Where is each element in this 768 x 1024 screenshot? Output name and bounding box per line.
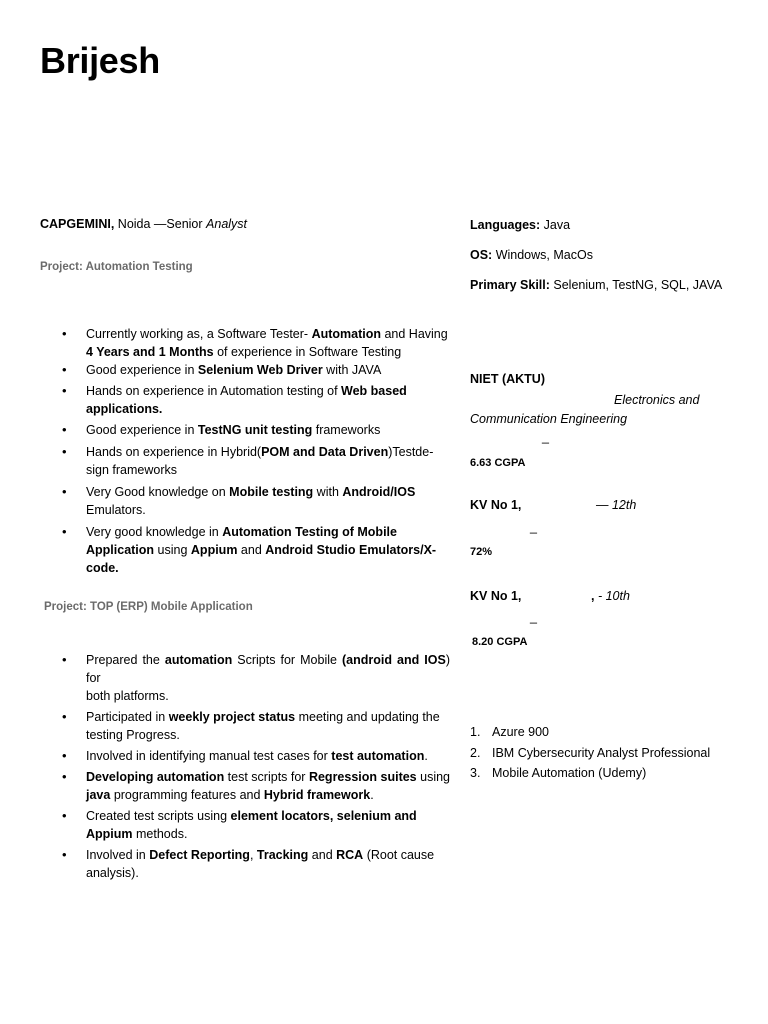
bullet-text: . bbox=[370, 788, 374, 802]
degree-line-2 bbox=[470, 410, 627, 428]
bullet-item bbox=[40, 361, 460, 379]
bullet-emphasis: test automation bbox=[331, 749, 425, 763]
bullet-line-1 bbox=[86, 421, 460, 439]
bullet-line-2 bbox=[86, 400, 460, 418]
bullet-emphasis: Android/IOS bbox=[342, 485, 416, 499]
bullet-emphasis: Automation Testing of Mobile bbox=[222, 525, 397, 539]
bullet-text: . bbox=[424, 749, 428, 763]
bullet-line-1 bbox=[86, 325, 460, 343]
bullet-text: analysis). bbox=[86, 866, 139, 880]
bullet-emphasis: applications. bbox=[86, 402, 163, 416]
bullet-emphasis: automation bbox=[164, 653, 233, 667]
bullet-text: and Having bbox=[381, 327, 448, 341]
bullet-text: Scripts for Mobile bbox=[232, 653, 342, 667]
school-12-name bbox=[470, 496, 521, 514]
school-10-grade-sep: , bbox=[591, 589, 595, 603]
bullet-text: Currently working as, a Software Tester- bbox=[86, 327, 312, 341]
bullet-text: of experience in Software Testing bbox=[213, 345, 402, 359]
college-name bbox=[470, 370, 545, 388]
bullet-line-1 bbox=[86, 361, 460, 379]
bullet-emphasis: Application bbox=[86, 543, 155, 557]
bullet-line-1 bbox=[86, 443, 460, 461]
certification-label: IBM Cybersecurity Analyst Professional bbox=[492, 745, 711, 760]
bullet-emphasis: POM and Data Driven bbox=[261, 445, 389, 459]
primary-skill-value: Selenium, TestNG, SQL, JAVA bbox=[549, 278, 723, 292]
bullet-text: Hands on experience in Hybrid( bbox=[86, 445, 262, 459]
bullet-line-1 bbox=[86, 768, 450, 786]
bullet-emphasis: Developing automation bbox=[86, 770, 225, 784]
bullet-item bbox=[40, 443, 460, 479]
job-title: Analyst bbox=[206, 217, 248, 231]
bullet-emphasis: Android Studio Emulators/X- bbox=[265, 543, 437, 557]
languages-value: Java bbox=[540, 218, 571, 232]
project2-bullet-list bbox=[40, 651, 450, 882]
bullet-text: meeting and updating the bbox=[295, 710, 440, 724]
bullet-line-1 bbox=[86, 523, 460, 541]
bullet-emphasis: weekly project status bbox=[168, 710, 296, 724]
bullet-line-1 bbox=[86, 382, 460, 400]
degree-line-2-text: Communication Engineering bbox=[470, 412, 628, 426]
bullet-emphasis: code. bbox=[86, 561, 119, 575]
certification-item bbox=[470, 722, 740, 743]
bullet-item bbox=[40, 421, 460, 439]
bullet-item bbox=[40, 747, 450, 765]
bullet-emphasis: Selenium Web Driver bbox=[197, 363, 323, 377]
certification-item bbox=[470, 743, 740, 764]
bullet-emphasis: 4 Years and 1 Months bbox=[86, 345, 214, 359]
certification-number: 3. bbox=[470, 766, 481, 780]
school-12-grade-text: — 12th bbox=[596, 498, 637, 512]
project2-heading: Project: TOP (ERP) Mobile Application bbox=[44, 601, 253, 613]
school-12-score: 72% bbox=[470, 546, 493, 558]
bullet-text: Involved in bbox=[86, 848, 150, 862]
bullet-item bbox=[40, 708, 450, 744]
bullet-text: both platforms. bbox=[86, 689, 169, 703]
bullet-emphasis: Automation bbox=[311, 327, 381, 341]
bullet-emphasis: java bbox=[86, 788, 111, 802]
school-10-name bbox=[470, 587, 521, 605]
os-value: Windows, MacOs bbox=[492, 248, 593, 262]
languages-label: Languages: bbox=[470, 218, 541, 232]
certification-number: 2. bbox=[470, 745, 481, 760]
school-10-grade bbox=[591, 587, 630, 605]
bullet-line-1 bbox=[86, 846, 450, 864]
bullet-text: Good experience in bbox=[86, 363, 198, 377]
bullet-emphasis: element locators, selenium and bbox=[230, 809, 417, 823]
degree-line-1-text: Electronics and bbox=[614, 393, 700, 407]
bullet-emphasis: Web based bbox=[341, 384, 407, 398]
skills-primary bbox=[470, 276, 722, 294]
bullet-text: frameworks bbox=[312, 423, 381, 437]
bullet-line-2 bbox=[86, 864, 450, 882]
os-label: OS: bbox=[470, 248, 493, 262]
bullet-text: and bbox=[308, 848, 337, 862]
bullet-line-1 bbox=[86, 708, 450, 726]
bullet-text: Involved in identifying manual test cases for bbox=[86, 749, 332, 763]
bullet-emphasis: Hybrid framework bbox=[263, 788, 371, 802]
bullet-line-2 bbox=[86, 687, 450, 705]
bullet-line-2 bbox=[86, 343, 460, 361]
bullet-text: (Root cause bbox=[363, 848, 435, 862]
bullet-emphasis: Tracking bbox=[256, 848, 309, 862]
certification-number: 1. bbox=[470, 725, 481, 739]
college-cgpa: 6.63 CGPA bbox=[470, 457, 526, 469]
bullet-emphasis: RCA bbox=[336, 848, 364, 862]
bullet-text: )Testde- bbox=[388, 445, 434, 459]
bullet-line-2 bbox=[86, 501, 460, 519]
bullet-text: sign frameworks bbox=[86, 463, 177, 477]
bullet-emphasis: Appium bbox=[86, 827, 133, 841]
bullet-emphasis: (android and IOS bbox=[342, 653, 446, 667]
candidate-name: Brijesh bbox=[40, 40, 160, 81]
bullet-line-1 bbox=[86, 483, 460, 501]
bullet-item bbox=[40, 325, 460, 361]
company-name: CAPGEMINI, bbox=[40, 217, 115, 231]
education-dash-2: _ bbox=[530, 520, 537, 534]
college-name-text: NIET (AKTU) bbox=[470, 372, 545, 386]
school-10-cgpa: 8.20 CGPA bbox=[472, 636, 528, 648]
bullet-text: using bbox=[154, 543, 191, 557]
bullet-line-2 bbox=[86, 825, 450, 843]
certification-label: Azure 900 bbox=[492, 725, 549, 739]
primary-skill-label: Primary Skill: bbox=[470, 278, 550, 292]
bullet-text: testing Progress. bbox=[86, 728, 180, 742]
bullet-text: Good experience in bbox=[86, 423, 198, 437]
job-location: Noida —Senior bbox=[114, 217, 207, 231]
bullet-item bbox=[40, 382, 460, 418]
skills-languages bbox=[470, 216, 570, 234]
bullet-emphasis: Defect Reporting bbox=[149, 848, 250, 862]
bullet-line-1 bbox=[86, 807, 450, 825]
project1-heading: Project: Automation Testing bbox=[40, 261, 193, 273]
education-dash-3: _ bbox=[530, 610, 537, 624]
bullet-text: Participated in bbox=[86, 710, 169, 724]
bullet-item bbox=[40, 768, 450, 804]
bullet-text: , bbox=[249, 848, 257, 862]
bullet-text: test scripts for bbox=[224, 770, 309, 784]
certification-list bbox=[470, 722, 740, 784]
bullet-emphasis: Appium bbox=[190, 543, 238, 557]
job-header bbox=[40, 215, 247, 233]
bullet-text: Very good knowledge in bbox=[86, 525, 223, 539]
bullet-text: Hands on experience in Automation testing of bbox=[86, 384, 342, 398]
bullet-line-2 bbox=[86, 541, 460, 559]
school-12-name-text: KV No 1, bbox=[470, 498, 522, 512]
bullet-item bbox=[40, 523, 460, 577]
bullet-line-2 bbox=[86, 726, 450, 744]
bullet-text: Created test scripts using bbox=[86, 809, 231, 823]
bullet-emphasis: Regression suites bbox=[308, 770, 417, 784]
bullet-item bbox=[40, 651, 450, 705]
school-10-grade-text: - 10th bbox=[594, 589, 630, 603]
bullet-text: and bbox=[237, 543, 266, 557]
bullet-item bbox=[40, 807, 450, 843]
bullet-text: with JAVA bbox=[322, 363, 382, 377]
bullet-text: ) for bbox=[86, 653, 450, 685]
bullet-text: Emulators. bbox=[86, 503, 146, 517]
school-10-name-text: KV No 1, bbox=[470, 589, 522, 603]
bullet-item bbox=[40, 846, 450, 882]
certification-item bbox=[470, 763, 740, 784]
school-12-grade bbox=[596, 496, 636, 514]
bullet-line-1 bbox=[86, 747, 450, 765]
bullet-line-2 bbox=[86, 786, 450, 804]
bullet-item bbox=[40, 483, 460, 519]
bullet-text: programming features and bbox=[110, 788, 264, 802]
bullet-text: using bbox=[416, 770, 450, 784]
bullet-text: Prepared the bbox=[86, 653, 165, 667]
bullet-text: with bbox=[313, 485, 343, 499]
bullet-line-1 bbox=[86, 651, 450, 687]
bullet-line-2 bbox=[86, 461, 460, 479]
bullet-text: Very Good knowledge on bbox=[86, 485, 230, 499]
education-dash-1: _ bbox=[542, 430, 549, 444]
project1-bullet-list bbox=[40, 325, 460, 577]
degree-line-1 bbox=[614, 391, 699, 409]
skills-os bbox=[470, 246, 593, 264]
bullet-emphasis: TestNG unit testing bbox=[197, 423, 313, 437]
bullet-line-3 bbox=[86, 559, 460, 577]
bullet-text: methods. bbox=[132, 827, 188, 841]
certification-label: Mobile Automation (Udemy) bbox=[492, 766, 647, 780]
bullet-emphasis: Mobile testing bbox=[229, 485, 314, 499]
